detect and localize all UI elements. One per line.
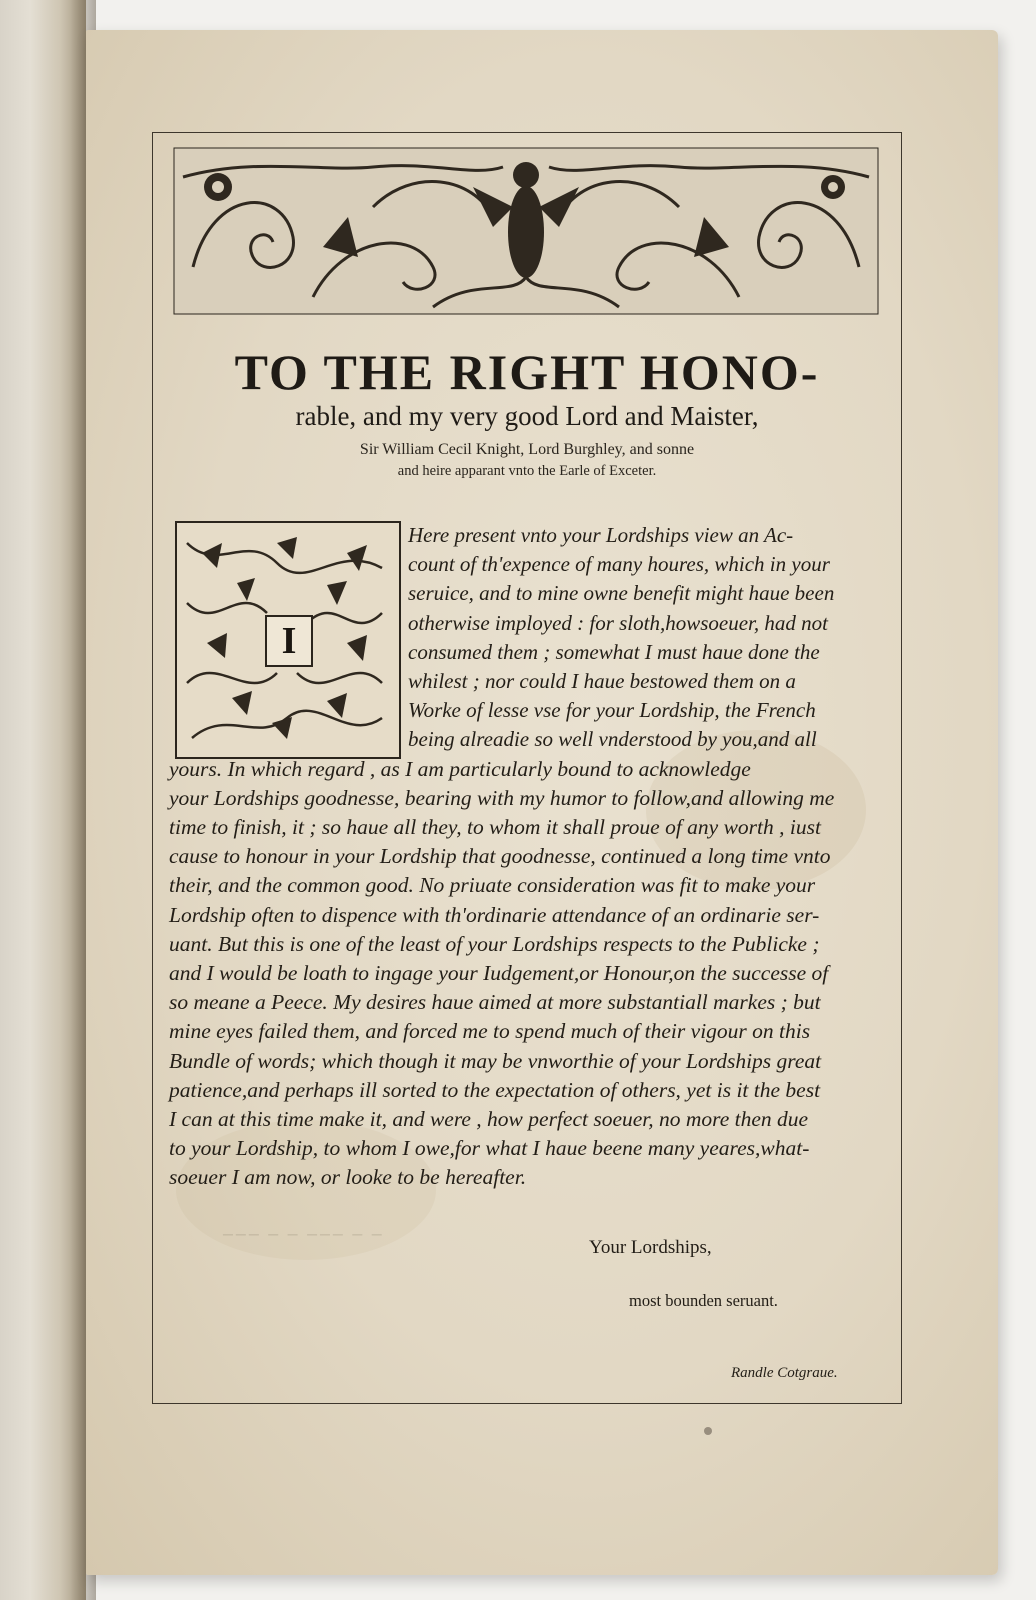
body-line: I can at this time make it, and were , how perfect soeuer, no more then due xyxy=(169,1107,809,1131)
body-line: cause to honour in your Lordship that goodnesse, continued a long time vnto xyxy=(169,844,831,869)
body-line: yours. In which regard , as I am particularly bound to acknowledge xyxy=(169,756,751,781)
body-line: and I would be loath to ingage your Iudgement,or Honour,on the successe of xyxy=(169,961,829,985)
body-line: consumed them ; somewhat I must haue done the xyxy=(408,639,820,664)
body-line: to your Lordship, to whom I owe,for what I haue beene many yeares,what- xyxy=(169,1136,810,1161)
closing-servant: most bounden seruant. xyxy=(629,1291,778,1310)
body-line: being alreadie so well vnderstood by you,and all xyxy=(408,727,817,752)
dedication-subtitle-line-2: and heire apparant vnto the Earle of Exceter. xyxy=(397,463,657,479)
ink-spot xyxy=(704,1427,712,1435)
body-line: Worke of lesse vse for your Lordship, the French xyxy=(408,698,816,723)
body-line: time to finish, it ; so haue all they, to whom it shall proue of any worth , iust xyxy=(169,815,821,839)
book-page xyxy=(86,30,998,1575)
body-line: so meane a Peece. My desires haue aimed at more substantiall markes ; but xyxy=(169,990,821,1015)
show-through-text: ─── ─ ─ ─── ─ ─ xyxy=(223,1228,385,1243)
body-line: otherwise imployed : for sloth,howsoeuer, had not xyxy=(408,610,828,635)
body-line: mine eyes failed them, and forced me to spend much of their vigour on this xyxy=(169,1019,811,1044)
decorated-initial xyxy=(175,521,401,759)
dedication-subtitle-line-1: Sir William Cecil Knight, Lord Burghley, and sonne xyxy=(359,441,695,458)
body-line: count of th'expence of many houres, which in your xyxy=(408,552,830,577)
ornamental-headpiece xyxy=(173,147,879,315)
body-line: patience,and perhaps ill sorted to the expectation of others, yet is it the best xyxy=(169,1077,821,1102)
body-line: Bundle of words; which though it may be vnworthie of your Lordships great xyxy=(169,1048,822,1073)
closing-salutation: Your Lordships, xyxy=(589,1237,712,1258)
body-line: your Lordships goodnesse, bearing with my humor to follow,and allowing me xyxy=(169,785,835,810)
body-line: Here present vnto your Lordships view an Ac- xyxy=(408,523,794,547)
body-line: whilest ; nor could I haue bestowed them on a xyxy=(408,669,796,693)
body-line: their, and the common good. No priuate consideration was fit to make your xyxy=(169,873,816,898)
body-line: uant. But this is one of the least of your Lordships respects to the Publicke ; xyxy=(169,931,820,956)
body-line: Lordship often to dispence with th'ordinarie attendance of an ordinarie ser- xyxy=(169,902,820,927)
initial-letter: I xyxy=(265,615,313,667)
text-frame xyxy=(152,132,902,1404)
body-line: soeuer I am now, or looke to be hereafter. xyxy=(169,1165,527,1190)
dedication-title-continuation: rable, and my very good Lord and Maister, xyxy=(295,401,759,431)
signature: Randle Cotgraue. xyxy=(731,1365,838,1381)
dedication-title: TO THE RIGHT HONO- xyxy=(234,344,820,400)
body-line: seruice, and to mine owne benefit might haue been xyxy=(408,581,835,606)
